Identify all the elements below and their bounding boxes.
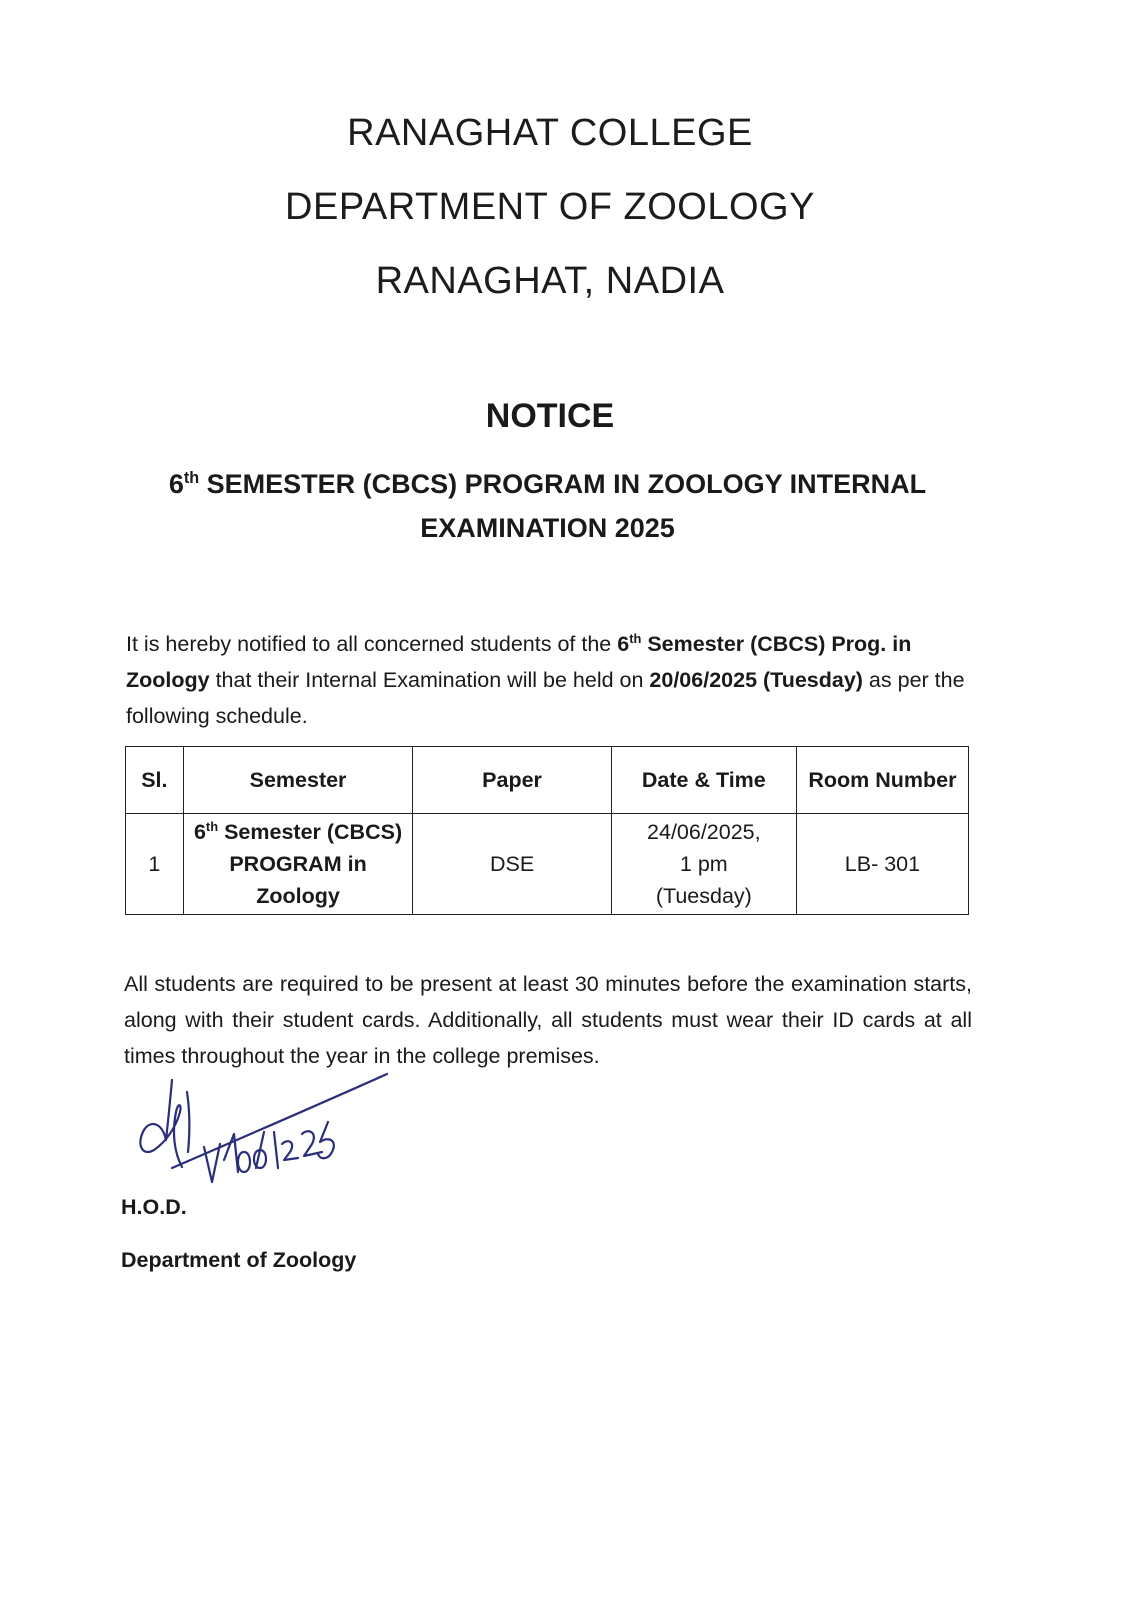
cell-room: LB- 301 (796, 814, 968, 915)
hod-department: Department of Zoology (121, 1248, 357, 1272)
hod-title: H.O.D. (121, 1195, 187, 1219)
intro-text-1: It is hereby notified to all concerned students of the (126, 632, 618, 656)
exam-date: 24/06/2025, (647, 820, 761, 844)
cell-sl: 1 (126, 814, 184, 915)
intro-text-2: that their Internal Examination will be held on (209, 668, 650, 692)
header-date-time: Date & Time (611, 747, 796, 814)
intro-ordinal: 6 (617, 632, 630, 656)
intro-exam-date: 20/06/2025 (Tuesday) (649, 668, 863, 692)
header-paper: Paper (413, 747, 611, 814)
table-header-row (126, 747, 969, 814)
header-room-number: Room Number (796, 747, 968, 814)
semester-text: Semester (CBCS) PROGRAM in Zoology (224, 820, 403, 908)
notice-subtitle (160, 462, 935, 550)
cell-date-time (611, 814, 796, 915)
intro-ordinal-suffix: th (629, 630, 642, 646)
intro-text-3: as per the following schedule. (126, 668, 965, 728)
exam-time: 1 pm (679, 852, 728, 876)
header-semester: Semester (183, 747, 413, 814)
cell-semester (183, 814, 413, 915)
department-name: DEPARTMENT OF ZOOLOGY (285, 186, 815, 228)
exam-schedule-table (125, 746, 969, 915)
hod-signature (132, 1072, 402, 1202)
semester-ordinal-suffix: th (205, 818, 219, 834)
cell-paper: DSE (413, 814, 611, 915)
notice-title: NOTICE (485, 397, 615, 435)
subtitle-ordinal: 6 (168, 469, 184, 499)
semester-ordinal: 6 (193, 820, 206, 844)
table-row (126, 814, 969, 915)
closing-paragraph: All students are required to be present at least 30 minutes before the examination starts, along with their student cards. Additionally, all students must wear their ID cards at all times throughout the year in the college premises. (124, 972, 972, 1068)
intro-paragraph (126, 626, 971, 734)
subtitle-text: SEMESTER (CBCS) PROGRAM IN ZOOLOGY INTERNAL EXAMINATION 2025 (206, 469, 927, 543)
exam-day: (Tuesday) (655, 884, 752, 908)
college-location: RANAGHAT, NADIA (375, 260, 725, 302)
intro-program: Semester (CBCS) Prog. in Zoology (126, 632, 912, 692)
subtitle-ordinal-suffix: th (183, 469, 200, 487)
college-name: RANAGHAT COLLEGE (347, 112, 753, 154)
header-sl: Sl. (126, 747, 184, 814)
